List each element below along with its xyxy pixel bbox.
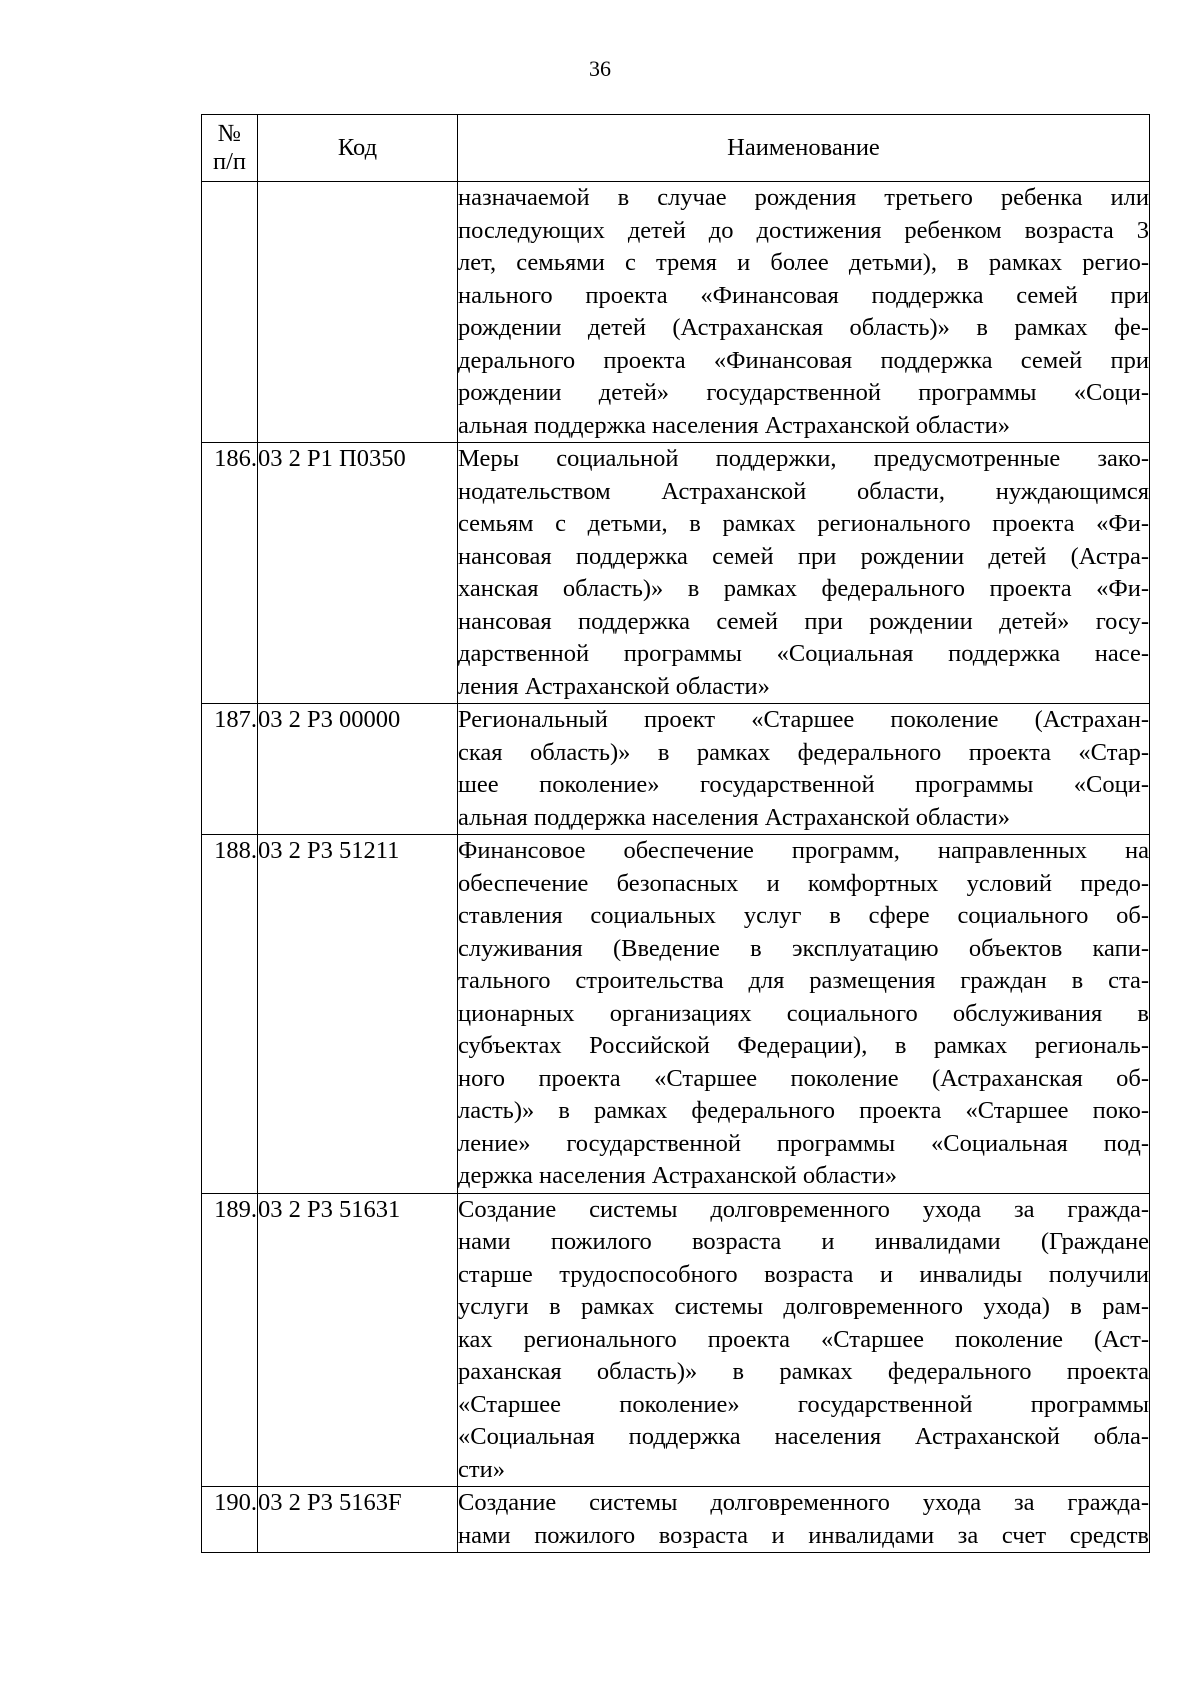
row-number: 189. <box>202 1193 258 1487</box>
row-name-line: «Социальная поддержка населения Астраханской обла- <box>458 1423 1149 1450</box>
row-name-line: старше трудоспособного возраста и инвалиды получили <box>458 1260 1149 1288</box>
header-code: Код <box>258 115 458 182</box>
row-name-line: рождении детей» государственной программы «Соци- <box>458 379 1149 406</box>
row-name-line: назначаемой в случае рождения третьего ребенка или <box>458 184 1149 211</box>
table-body <box>202 182 1150 1553</box>
row-name-line: Финансовое обеспечение программ, направленных на <box>458 837 1149 864</box>
row-name-line: держка населения Астраханской области» <box>458 1162 897 1189</box>
row-name-line: Создание системы долговременного ухода за гражда- <box>458 1489 1149 1516</box>
row-name <box>458 704 1150 835</box>
row-name-line: последующих детей до достижения ребенком возраста 3 <box>458 216 1149 244</box>
row-name-line: ская область)» в рамках федерального проекта «Стар- <box>458 738 1149 766</box>
row-name-line: ления Астраханской области» <box>458 672 770 700</box>
row-name-line: альная поддержка населения Астраханской области» <box>458 411 1010 439</box>
row-name-line: служивания (Введение в эксплуатацию объектов капи- <box>458 934 1149 962</box>
row-name-line: сти» <box>458 1455 505 1483</box>
row-name-line: тального строительства для размещения граждан в ста- <box>458 967 1149 994</box>
row-number: 187. <box>202 704 258 835</box>
row-code: 03 2 P1 П0350 <box>258 443 458 704</box>
table-row <box>202 1487 1150 1553</box>
row-number: 188. <box>202 835 258 1194</box>
row-name-line: Региональный проект «Старшее поколение (Астрахан- <box>458 706 1149 733</box>
row-name-line: ласть)» в рамках федерального проекта «Старшее поко- <box>458 1097 1149 1124</box>
row-name-line: обеспечение безопасных и комфортных условий предо- <box>458 869 1149 897</box>
row-code: 03 2 P3 51211 <box>258 835 458 1194</box>
page-number: 36 <box>589 56 611 81</box>
header-name: Наименование <box>458 115 1150 182</box>
row-number <box>202 182 258 443</box>
row-name-line: ставления социальных услуг в сфере социального об- <box>458 902 1149 929</box>
row-name-line: альная поддержка населения Астраханской области» <box>458 803 1010 831</box>
row-name-line: семьям с детьми, в рамках регионального проекта «Фи- <box>458 510 1149 537</box>
table-header-row <box>202 115 1150 182</box>
row-number: 186. <box>202 443 258 704</box>
row-name-line: нансовая поддержка семей при рождении детей (Астра- <box>458 542 1149 570</box>
table-row <box>202 704 1150 835</box>
row-name <box>458 835 1150 1194</box>
row-name-line: субъектах Российской Федерации), в рамках региональ- <box>458 1032 1149 1059</box>
row-name-line: ханская область)» в рамках федерального проекта «Фи- <box>458 575 1149 602</box>
row-name-line: услуги в рамках системы долговременного ухода) в рам- <box>458 1293 1149 1320</box>
row-name-line: ного проекта «Старшее поколение (Астраханская об- <box>458 1064 1149 1092</box>
row-name-line: ление» государственной программы «Социальная под- <box>458 1129 1149 1157</box>
table-row <box>202 443 1150 704</box>
header-number-symbol: № <box>217 120 242 147</box>
header-number <box>202 115 258 182</box>
row-name-line: шее поколение» государственной программы «Соци- <box>458 771 1149 798</box>
row-name-line: нального проекта «Финансовая поддержка семей при <box>458 281 1149 309</box>
row-name-line: раханская область)» в рамках федерального проекта <box>458 1358 1149 1385</box>
row-name-line: ционарных организациях социального обслуживания в <box>458 999 1149 1027</box>
row-code: 03 2 P3 51631 <box>258 1193 458 1487</box>
row-name <box>458 1487 1150 1553</box>
row-name-line: Меры социальной поддержки, предусмотренные зако- <box>458 445 1149 472</box>
row-name-line: дарственной программы «Социальная поддержка насе- <box>458 640 1149 667</box>
row-name-line: рождении детей (Астраханская область)» в рамках фе- <box>458 314 1149 341</box>
table-row <box>202 1193 1150 1487</box>
row-name <box>458 443 1150 704</box>
row-name <box>458 1193 1150 1487</box>
row-name-line: нодательством Астраханской области, нуждающимся <box>458 477 1149 505</box>
row-name <box>458 182 1150 443</box>
table-row <box>202 835 1150 1194</box>
row-name-line: ках регионального проекта «Старшее поколение (Аст- <box>458 1325 1149 1353</box>
row-name-line: нами пожилого возраста и инвалидами (Граждане <box>458 1228 1149 1255</box>
row-number: 190. <box>202 1487 258 1553</box>
row-name-line: дерального проекта «Финансовая поддержка семей при <box>458 346 1149 374</box>
table-row <box>202 182 1150 443</box>
header-number-abbr: п/п <box>212 148 247 175</box>
row-code: 03 2 P3 5163F <box>258 1487 458 1553</box>
row-code: 03 2 P3 00000 <box>258 704 458 835</box>
row-name-line: нами пожилого возраста и инвалидами за счет средств <box>458 1521 1149 1549</box>
row-name-line: Создание системы долговременного ухода за гражда- <box>458 1195 1149 1223</box>
row-name-line: нансовая поддержка семей при рождении детей» госу- <box>458 607 1149 635</box>
row-name-line: «Старшее поколение» государственной программы <box>458 1390 1149 1418</box>
row-name-line: лет, семьями с тремя и более детьми), в рамках регио- <box>458 249 1149 276</box>
row-code <box>258 182 458 443</box>
budget-code-table <box>201 114 1150 1553</box>
